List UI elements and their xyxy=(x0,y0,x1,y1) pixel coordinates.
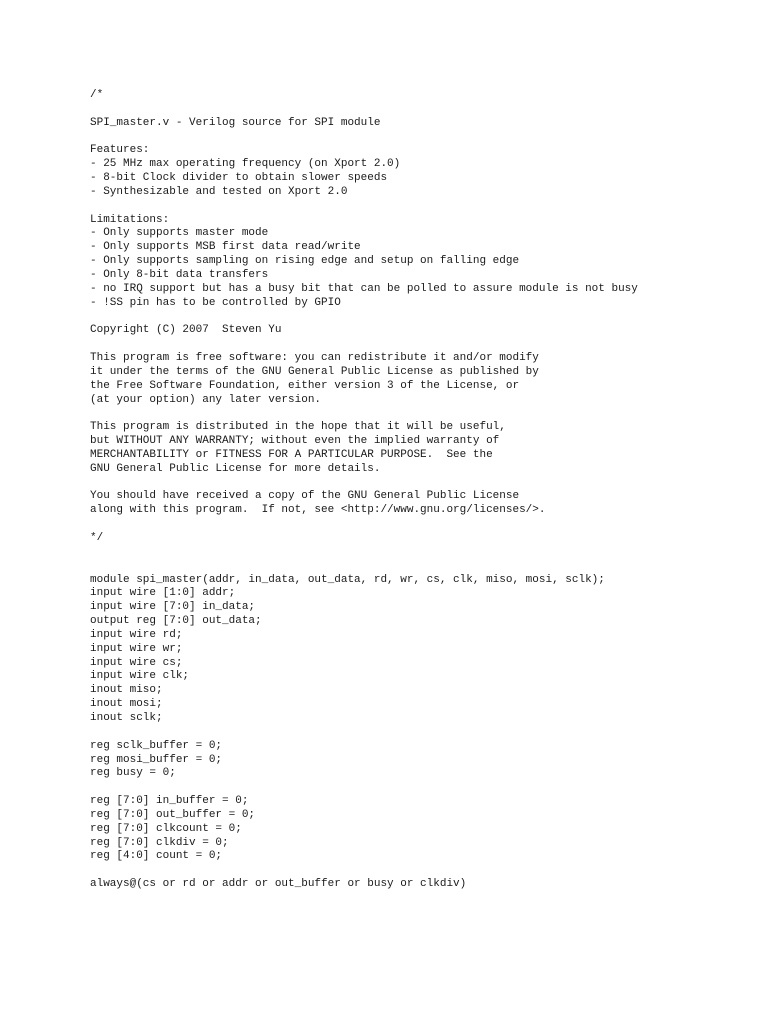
code-line xyxy=(90,546,750,560)
code-line: input wire [7:0] in_data; xyxy=(90,601,256,614)
code-line: input wire [1:0] addr; xyxy=(90,587,236,600)
code-line: input wire clk; xyxy=(90,670,190,683)
code-line: inout miso; xyxy=(90,684,163,697)
code-line: but WITHOUT ANY WARRANTY; without even the implied warranty of xyxy=(90,435,500,448)
code-line xyxy=(90,560,750,574)
code-line: inout mosi; xyxy=(90,698,163,711)
code-line: inout sclk; xyxy=(90,711,163,724)
code-line: reg [7:0] out_buffer = 0; xyxy=(90,808,256,821)
code-line: Limitations: xyxy=(90,213,170,226)
code-line: - Only supports MSB first data read/write xyxy=(90,241,361,254)
code-line: This program is distributed in the hope that it will be useful, xyxy=(90,421,506,434)
code-line: reg [7:0] clkdiv = 0; xyxy=(90,836,229,849)
source-code-block xyxy=(90,89,750,892)
code-line xyxy=(90,407,750,421)
code-line: /* xyxy=(90,89,104,101)
code-line: reg busy = 0; xyxy=(90,767,176,780)
code-line: input wire rd; xyxy=(90,628,183,641)
code-line: - Only supports sampling on rising edge and setup on falling edge xyxy=(90,255,520,268)
code-line: You should have received a copy of the GNU General Public License xyxy=(90,490,520,503)
code-line: */ xyxy=(90,532,104,544)
code-line xyxy=(90,518,750,532)
code-line: - Only 8-bit data transfers xyxy=(90,268,269,281)
code-line xyxy=(90,477,750,491)
code-line: SPI_master.v - Verilog source for SPI module xyxy=(90,116,381,129)
code-line xyxy=(90,726,750,740)
code-line: reg [7:0] clkcount = 0; xyxy=(90,822,242,835)
code-line: This program is free software: you can redistribute it and/or modify xyxy=(90,352,539,365)
code-line: input wire cs; xyxy=(90,656,183,669)
code-line: - 25 MHz max operating frequency (on Xport 2.0) xyxy=(90,158,401,171)
code-line xyxy=(90,311,750,325)
code-line xyxy=(90,131,750,145)
code-line xyxy=(90,200,750,214)
code-line xyxy=(90,864,750,878)
code-line: Copyright (C) 2007 Steven Yu xyxy=(90,324,282,337)
code-line: it under the terms of the GNU General Public License as published by xyxy=(90,365,539,378)
code-line: MERCHANTABILITY or FITNESS FOR A PARTICULAR PURPOSE. See the xyxy=(90,448,493,461)
code-line: GNU General Public License for more details. xyxy=(90,462,381,475)
code-line: reg mosi_buffer = 0; xyxy=(90,753,223,766)
code-line: reg [7:0] in_buffer = 0; xyxy=(90,795,249,808)
code-line: output reg [7:0] out_data; xyxy=(90,615,262,628)
code-line: - no IRQ support but has a busy bit that can be polled to assure module is not busy xyxy=(90,282,638,295)
code-line xyxy=(90,781,750,795)
code-line: reg [4:0] count = 0; xyxy=(90,850,223,863)
code-line: Features: xyxy=(90,144,150,157)
code-line: - !SS pin has to be controlled by GPIO xyxy=(90,296,341,309)
code-line: along with this program. If not, see <http://www.gnu.org/licenses/>. xyxy=(90,504,546,517)
code-line: always@(cs or rd or addr or out_buffer or busy or clkdiv) xyxy=(90,878,467,891)
code-line xyxy=(90,338,750,352)
code-line: the Free Software Foundation, either version 3 of the License, or xyxy=(90,379,520,392)
code-line: input wire wr; xyxy=(90,642,183,655)
code-line: (at your option) any later version. xyxy=(90,393,322,406)
code-line xyxy=(90,103,750,117)
code-line: reg sclk_buffer = 0; xyxy=(90,739,223,752)
code-line: - Only supports master mode xyxy=(90,227,269,240)
code-line: - Synthesizable and tested on Xport 2.0 xyxy=(90,185,348,198)
code-line: module spi_master(addr, in_data, out_data, rd, wr, cs, clk, miso, mosi, sclk); xyxy=(90,573,605,586)
code-line: - 8-bit Clock divider to obtain slower speeds xyxy=(90,172,388,185)
